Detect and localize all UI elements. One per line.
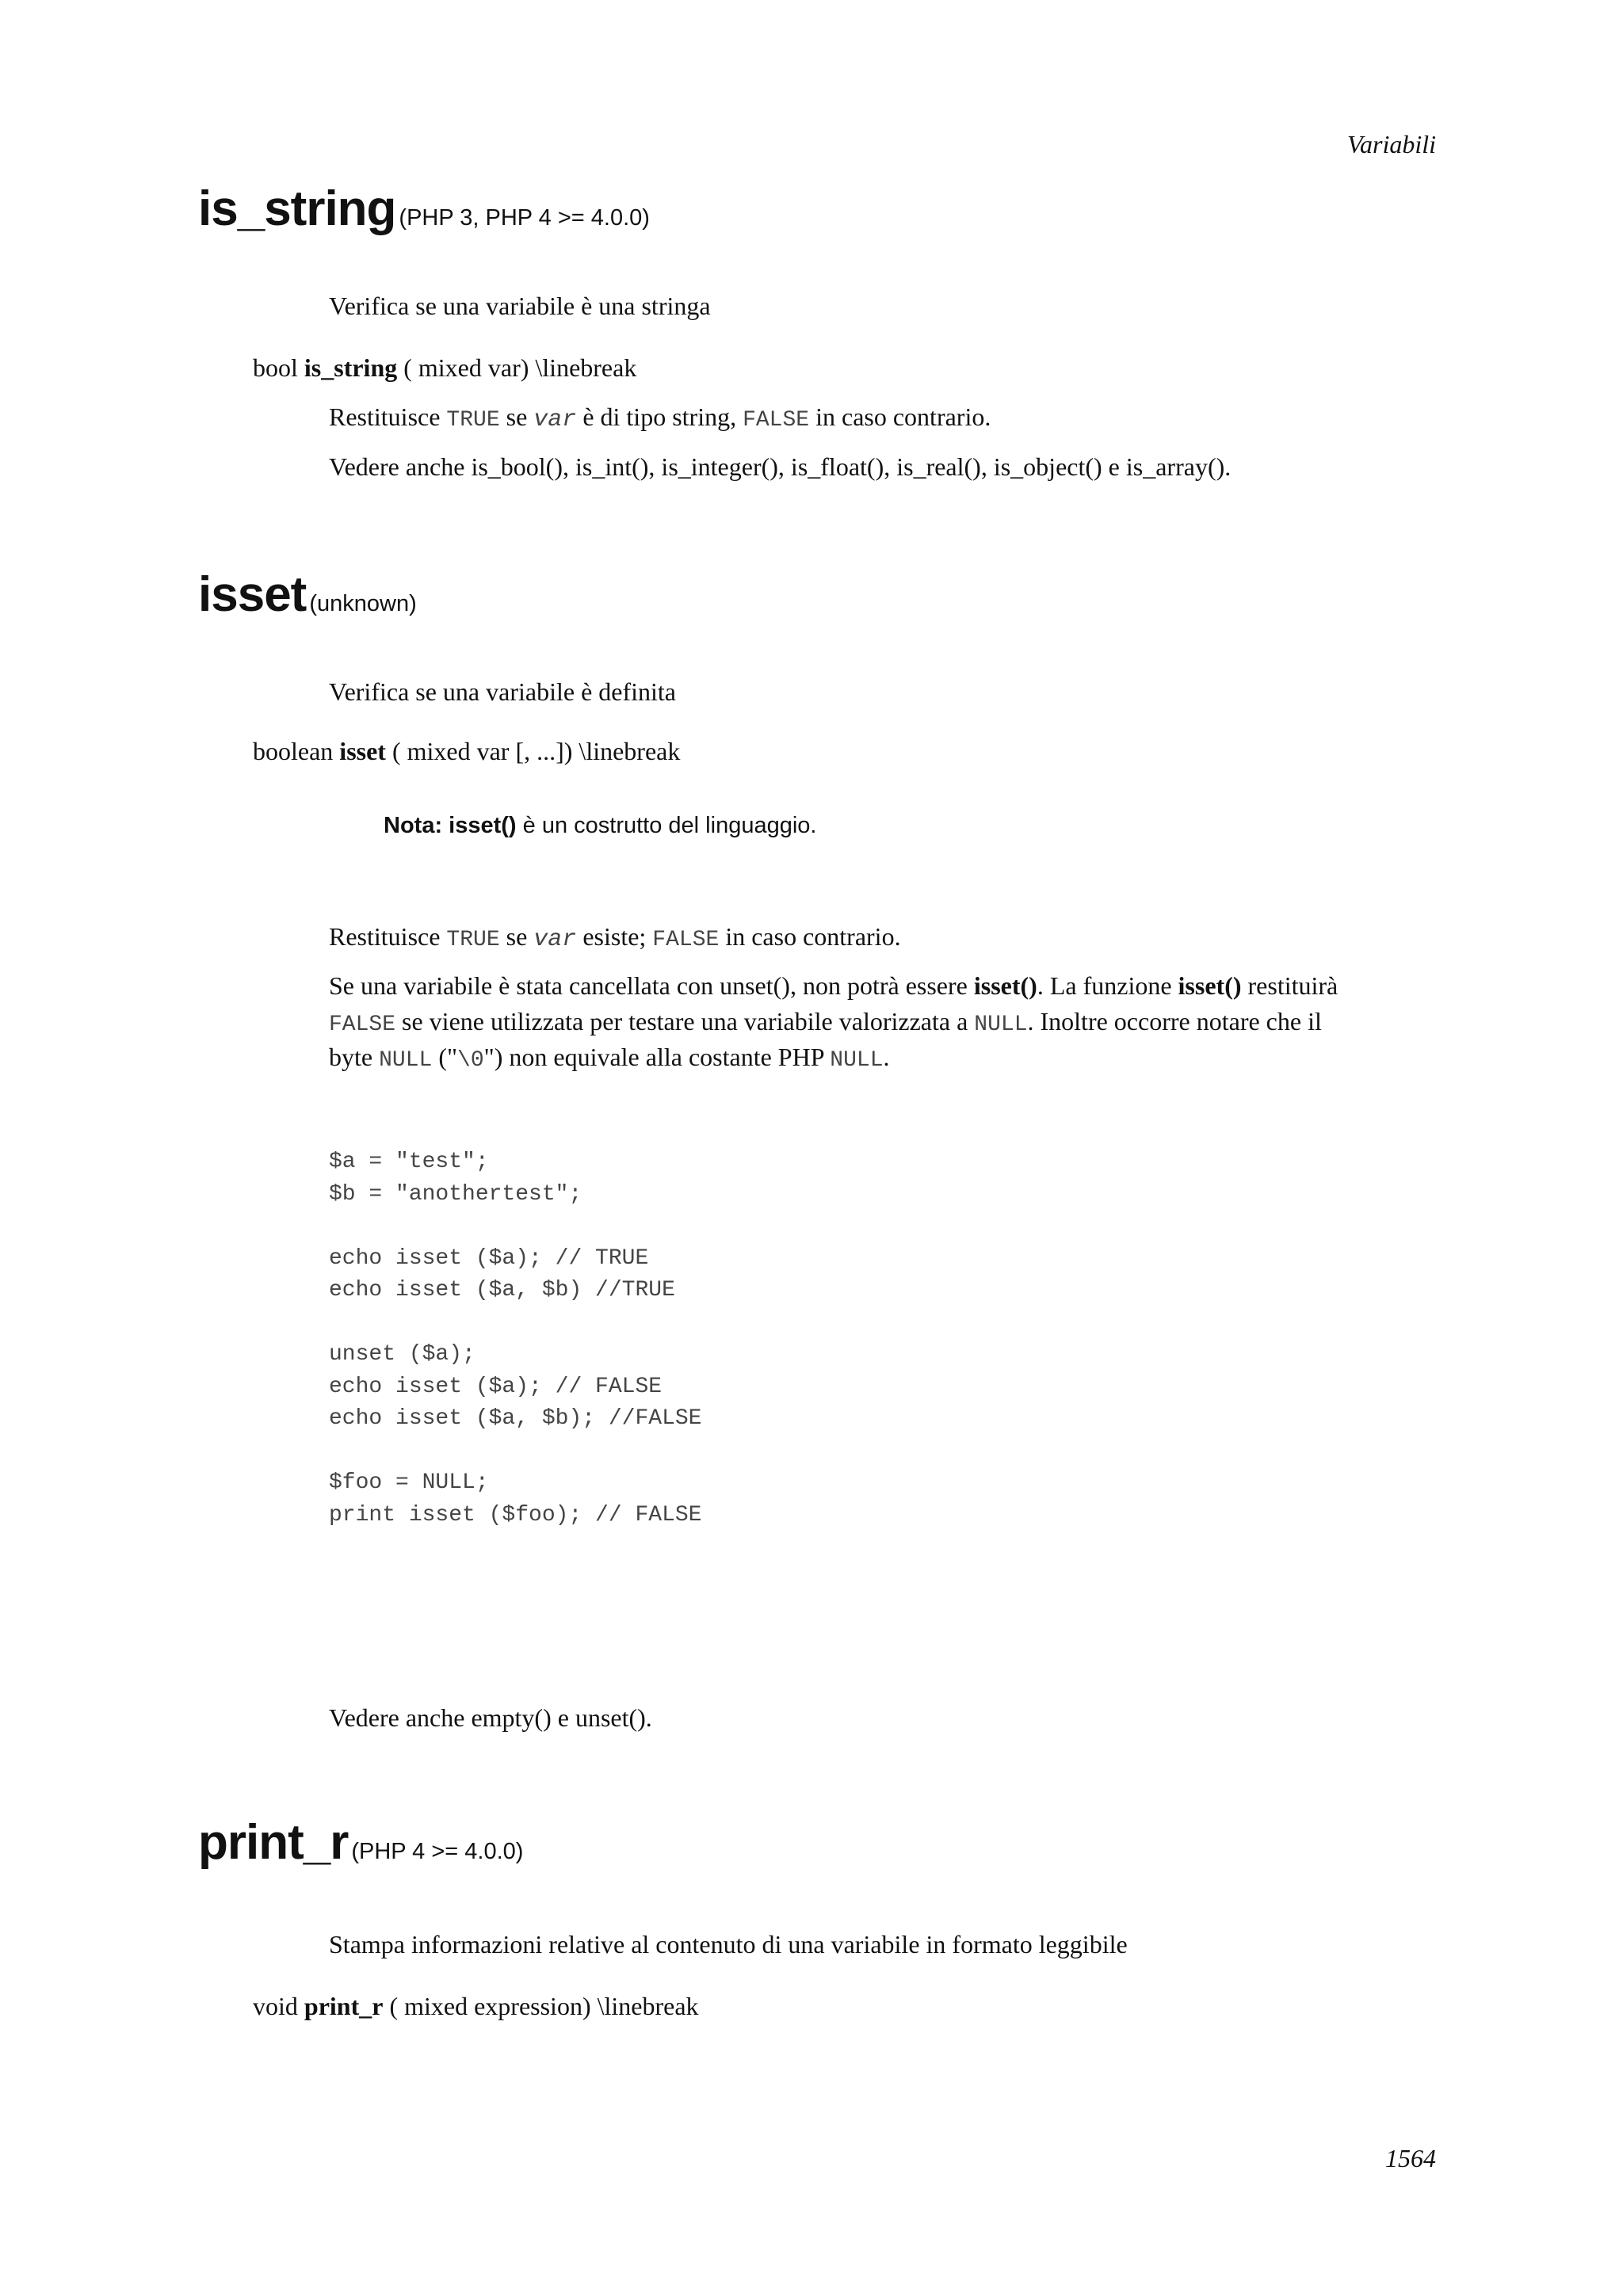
text-fragment: se viene utilizzata per testare una variabile valorizzata a: [402, 1007, 968, 1035]
note-function: isset(): [449, 813, 517, 838]
parameter-var: var: [533, 926, 577, 953]
return-description: [329, 402, 991, 433]
section-title: Variabili: [1346, 130, 1436, 158]
version-info: (unknown): [309, 591, 417, 616]
text-fragment: se: [506, 402, 528, 431]
text-fragment: . Inoltre occorre notare che il: [1027, 1007, 1322, 1035]
return-description: [329, 922, 901, 953]
function-ref: isset(): [1178, 971, 1242, 1000]
function-name: isset: [198, 567, 307, 622]
unset-paragraph-line-1: [329, 971, 1338, 1001]
signature-name: isset: [339, 737, 386, 765]
function-signature: [253, 1992, 699, 2021]
constant-true: TRUE: [446, 928, 500, 952]
text-fragment: in caso contrario.: [815, 402, 991, 431]
unset-paragraph-line-2: [329, 1007, 1322, 1037]
signature-args: ( mixed expression) \linebreak: [389, 1992, 699, 2020]
signature-args: ( mixed var [, ...]) \linebreak: [391, 737, 681, 765]
entry-heading-is-string: [198, 181, 650, 237]
return-type: bool: [253, 353, 298, 382]
return-type: void: [253, 1992, 298, 2020]
running-header: [1347, 130, 1436, 159]
function-signature: [253, 737, 680, 766]
constant-null: NULL: [379, 1048, 433, 1073]
text-fragment: .: [883, 1043, 890, 1071]
text-fragment: è di tipo string,: [582, 402, 737, 431]
null-byte: \0: [457, 1048, 484, 1073]
see-also: Vedere anche is_bool(), is_int(), is_integer(), is_float(), is_real(), is_object() e is_array().: [329, 452, 1232, 481]
purpose-text: Verifica se una variabile è una stringa: [329, 292, 711, 320]
signature-args: ( mixed var) \linebreak: [403, 353, 637, 382]
text-fragment: Se una variabile è stata cancellata con unset(), non potrà essere: [329, 971, 968, 1000]
return-type: boolean: [253, 737, 334, 765]
text-fragment: se: [506, 922, 528, 951]
parameter-var: var: [533, 406, 577, 433]
signature-name: is_string: [304, 353, 398, 382]
constant-false: FALSE: [743, 408, 810, 433]
constant-null: NULL: [830, 1048, 884, 1073]
constant-true: TRUE: [446, 408, 500, 433]
text-fragment: esiste;: [582, 922, 647, 951]
function-ref: isset(): [973, 971, 1037, 1000]
function-name: is_string: [198, 181, 396, 236]
function-name: print_r: [198, 1815, 349, 1870]
unset-paragraph-line-3: [329, 1043, 890, 1073]
text-fragment: Restituisce: [329, 922, 441, 951]
signature-name: print_r: [304, 1992, 384, 2020]
text-fragment: in caso contrario.: [725, 922, 901, 951]
text-fragment: restituirà: [1247, 971, 1338, 1000]
text-fragment: (": [438, 1043, 458, 1071]
text-fragment: . La funzione: [1037, 971, 1172, 1000]
constant-null: NULL: [974, 1013, 1028, 1037]
text-fragment: ") non equivale alla costante PHP: [483, 1043, 824, 1071]
purpose-text: Verifica se una variabile è definita: [329, 677, 676, 706]
text-fragment: byte: [329, 1043, 373, 1071]
function-signature: [253, 353, 636, 383]
note-text: è un costrutto del linguaggio.: [522, 813, 817, 838]
entry-heading-isset: [198, 566, 417, 623]
code-example: $a = "test"; $b = "anothertest"; echo isset ($a); // TRUE echo isset ($a, $b) //TRUE unset ($a); echo isset ($a); // FALSE echo isset ($a, $b); //FALSE $foo = NULL; print isset ($foo); // FALSE: [329, 1150, 702, 1527]
version-info: (PHP 4 >= 4.0.0): [351, 1839, 524, 1864]
note-box: [384, 813, 816, 839]
constant-false: FALSE: [652, 928, 720, 952]
see-also: Vedere anche empty() e unset().: [329, 1703, 652, 1732]
constant-false: FALSE: [329, 1013, 396, 1037]
text-fragment: Restituisce: [329, 402, 441, 431]
note-label: Nota:: [384, 813, 443, 838]
version-info: (PHP 3, PHP 4 >= 4.0.0): [399, 205, 650, 231]
entry-heading-print-r: [198, 1814, 523, 1871]
page-number: 1564: [1385, 2144, 1436, 2172]
purpose-text: Stampa informazioni relative al contenuto di una variabile in formato leggibile: [329, 1930, 1128, 1958]
